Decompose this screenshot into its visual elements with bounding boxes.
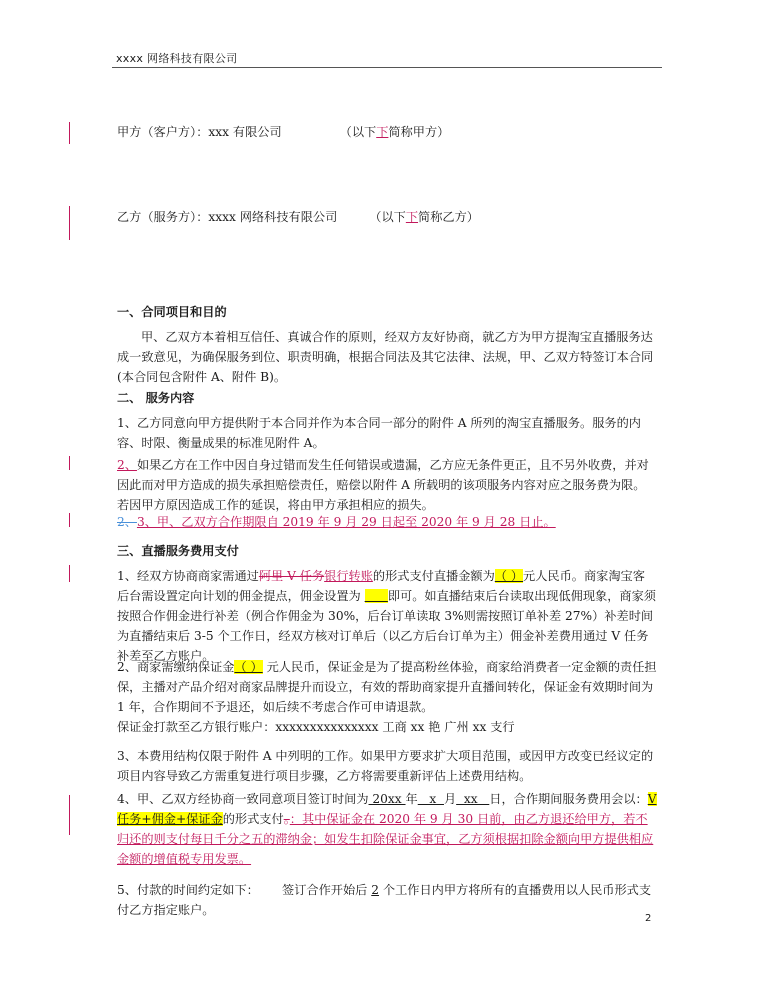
section3-p2 [117,657,657,717]
party-a-label: 甲方（客户方）： [117,125,209,139]
header-company: xxxx 网络科技有限公司 [116,52,238,65]
party-a-note-pre: （以下 [339,125,377,139]
section1-title: 一、合同项目和目的 [117,305,227,319]
section3-p4-insert: ：其中保证金在 2020 年 9 月 30 日前，由乙方退还给甲方，若不归还的则支付每日千分之五的滞纳金；如发生扣除保证金事宜，乙方须根据扣除金额向甲方提供相应金额的增值税专用发票。 [117,812,654,866]
section2-p1: 1、乙方同意向甲方提供附于本合同并作为本合同一部分的附件 A 所列的淘宝直播服务。服务的内容、时限、衡量成果的标准见附件 A。 [117,416,641,450]
section3-p1-blank [365,589,388,603]
section3-p4-pre: 4、甲、乙双方经协商一致同意项目签订时间为 [117,792,369,806]
section3-p4-deleted: 。 [283,812,290,826]
section3-p4-month: x [417,792,444,806]
section3-p4-mid: 日，合作期间服务费用会以： [489,792,648,806]
section3-p1-deleted: 阿里 V 任务 [258,569,325,583]
section3-p2-post: 元人民币，保证金是为了提高粉丝体验，商家给消费者一定金额的责任担保，主播对产品介绍对商家品牌提升而设立，有效的帮助商家提升直播间转化，保证金有效期时间为 1 年，合作期间不予退还，如后续不考虑合作可申请退款。 [117,660,657,714]
section3-p4-highlight: V 任务+佣金+保证金 [117,792,657,826]
section2-p2-text: 如果乙方在工作中因自身过错而发生任何错误或遗漏，乙方应无条件更正，且不另外收费，并对因此而对甲方造成的损失承担赔偿责任，赔偿以附件 A 所载明的该项服务内容对应之服务费为限。若因甲方原因造成工作的延误，将由甲方承担相应的损失。 [117,458,649,512]
party-b-note-post: 简称乙方） [418,210,479,224]
section2-p3 [117,512,657,532]
party-b-label: 乙方（服务方）： [117,210,209,224]
party-a-note-insert: 下 [376,125,389,139]
revision-bar [69,513,70,527]
party-a-line [117,122,657,142]
party-a-note-post: 简称甲方） [388,125,450,139]
section2-title: 二、 服务内容 [117,391,195,405]
party-b-note-pre: （以下 [369,210,406,224]
section3-p2-pre: 2、商家需缴纳保证金 [117,660,235,674]
revision-bar [69,456,70,470]
revision-bar [69,122,70,144]
revision-bar [69,206,70,240]
party-a-name: xxx 有限公司 [208,125,282,139]
section3-p5 [117,880,657,920]
section3-p1-post: 元人民币。商家淘宝客后台需设置定向计划的佣金提点，佣金设置为 [117,569,645,603]
revision-bar [69,795,70,835]
section3-p3: 3、本费用结构仅限于附件 A 中列明的工作。如果甲方要求扩大项目范围，或因甲方改变已经议定的项目内容导致乙方需重复进行项目步骤，乙方将需要重新评估上述费用结构。 [117,749,654,783]
party-b-line [117,207,657,227]
section1-body: 甲、乙双方本着相互信任、真诚合作的原则，经双方友好协商，就乙方为甲方提淘宝直播服务达成一致意见，为确保服务到位、职责明确，根据合同法及其它法律、法规，甲、乙双方特签订本合同(本合同包含附件 A、附件 B)。 [117,330,654,384]
header-rule [112,67,662,68]
revision-bar [69,565,70,582]
section3-p1-pre: 1、经双方协商商家需通过 [117,569,259,583]
section3-p5-days: 2 [371,883,380,897]
section3-p1 [117,566,657,666]
section2-p3-insert: 3、甲、乙双方合作期限自 2019 年 9 月 29 日起至 2020 年 9 月 28 日止。 [136,515,556,529]
section2-p2 [117,455,657,515]
section3-p2-account: 保证金打款至乙方银行账户：xxxxxxxxxxxxxxx 工商 xx 艳 广州 xx 支行 [117,720,515,734]
section3-p1-insert: 银行转账 [324,569,373,583]
section3-p4-year-label: 年 [405,792,418,806]
section3-p4-year: 20xx [368,792,406,806]
section3-p5-pre: 5、付款的时间约定如下： 签订合作开始后 [117,883,372,897]
party-b-name: xxxx 网络科技有限公司 [208,210,338,224]
section3-p1-highlight: （ ） [494,569,524,583]
section3-p2-highlight: （ ） [234,660,263,674]
section3-p4-post: 的形式支付 [222,812,284,826]
party-b-note-insert: 下 [405,210,419,224]
section3-p4-month-label: 月 [443,792,457,806]
section2-p3-deleted: 2、 [117,515,137,529]
section3-title: 三、直播服务费用支付 [117,544,239,558]
section3-p4-day: xx [456,792,490,806]
section3-p5-post: 个工作日内甲方将所有的直播费用以人民币形式支付乙方指定账户。 [117,883,652,917]
section3-p1-rest: 即可。如直播结束后台读取出现低佣现象，商家须按照合作佣金进行补差（例合作佣金为 30%，后台订单读取 3%则需按照订单补差 27%）补差时间为直播结束后 3-5 个工作日，经双方核对订单后（以乙方后台订单为主）佣金补差费用通过 V 任务补差至乙方账户。 [117,589,656,663]
section3-p1-mid: 的形式支付直播金额为 [372,569,495,583]
section2-p2-insert: 2、 [117,458,137,472]
page-number: 2 [645,913,652,924]
section3-p4 [117,789,657,869]
